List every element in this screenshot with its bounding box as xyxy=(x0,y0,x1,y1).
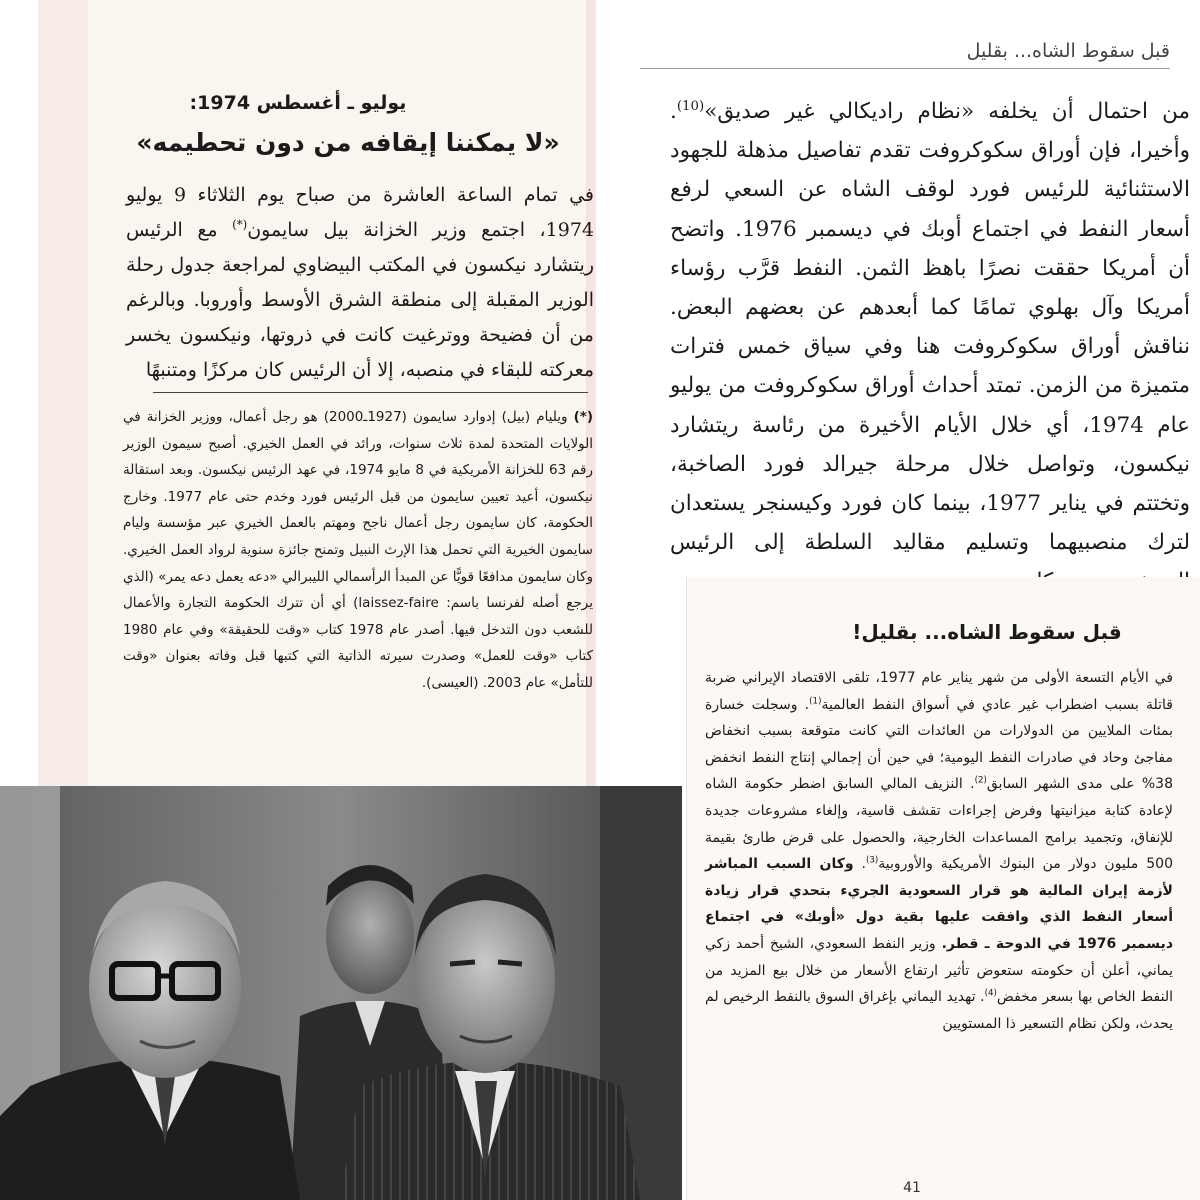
section-kicker: يوليو ـ أغسطس 1974: xyxy=(189,92,407,114)
bold-text-run: وكان السبب المباشر لأزمة إيران المالية هو قرار السعودية الجريء بتحدي قرار زيادة أسعار النفط الذي وافقت عليها بقية دول «أوبك» في اجتماع ديسمبر 1976 في الدوحة ـ قطر. xyxy=(705,856,1173,952)
footnote-reference: (4) xyxy=(984,988,997,999)
footnote-reference: (3) xyxy=(865,855,879,866)
text-run: . xyxy=(853,856,866,873)
chapter-title: قبل سقوط الشاه... بقليل! xyxy=(852,620,1122,644)
footnote-divider xyxy=(153,392,588,393)
footnote-reference: (10) xyxy=(676,98,705,114)
text-run: في الأيام التسعة الأولى من شهر يناير عام 1977، تلقى الاقتصاد الإيراني ضربة قاتلة بسبب اضطراب غير عادي في أسواق النفط العالمية xyxy=(705,670,1174,713)
body-text-rest: . وأخيرا، فإن أوراق سكوكروفت تقدم تفاصيل مذهلة للجهود الاستثنائية للرئيس فورد لوقف الشاه عن السعي لرفع أسعار النفط في اجتماع أوبك في ديسمبر 1976. واتضح أن أمريكا حققت نصرًا باهظ الثمن. النفط قرَّب رؤساء أمريكا وآل بهلوي تمامًا كما أبعدهم عن بعضهم البعض. نناقش أوراق سكوكروفت هنا وفي سياق خمس فترات متميزة من الزمن. تمتد أحداث أوراق سكوكروفت من يوليو عام 1974، أي خلال الأيام الأخيرة من رئاسة ريتشارد نيكسون، وتواصل خلال مرحلة جيرالد فورد الصاخبة، وتختتم في يناير 1977، بينما كان فورد وكيسنجر يستعدان لترك منصبيهما وتسليم مقاليد السلطة إلى الرئيس xyxy=(670,99,1190,556)
photo-two-men xyxy=(0,786,682,1200)
text-run: . النزيف المالي السابق اضطر حكومة الشاه لإعادة كتابة ميزانيتها وفرض إجراءات تقشف قاسية، وإلغاء مشروعات جديدة للإنفاق، وتجميد برامج المساعدات الخارجية، والحصول على قرض طارئ بقيمة 500 مليون دولار من البنوك الأمريكية والأوروبية xyxy=(705,776,1173,873)
footnote xyxy=(123,404,593,697)
footnote-reference: (1) xyxy=(809,695,822,706)
footnote-reference: (*) xyxy=(232,217,248,232)
left-book-page xyxy=(38,0,596,790)
body-text-part-1: في تمام الساعة العاشرة من صباح يوم الثلاثاء 9 يوليو 1974، اجتمع وزير الخزانة بيل سايمون xyxy=(126,184,594,241)
chapter-body-paragraph xyxy=(705,665,1173,1037)
body-text-start: من احتمال أن يخلفه «نظام راديكالي غير صديق» xyxy=(704,99,1190,124)
text-run: . وسجلت خسارة بمئات الملايين من الدولارات من العائدات التي كانت متوقعة بسبب انخفاض مفاجئ وحاد في صادرات النفط اليومية؛ في حين أن إجمالي إنتاج النفط انخفض 38% على مدى الشهر السابق xyxy=(705,696,1173,793)
text-run: وزير النفط السعودي، الشيخ أحمد زكي يماني، أعلن أن حكومته ستعوض تأثير ارتفاع الأسعار من خلال بيع المزيد من النفط الخاص بها بسعر مخفض xyxy=(705,935,1173,1006)
right-book-page xyxy=(620,0,1200,575)
running-header: قبل سقوط الشاه... بقليل xyxy=(640,40,1170,69)
page-margin xyxy=(38,0,88,790)
right-body-paragraph xyxy=(670,92,1190,602)
chapter-opening-page xyxy=(686,577,1200,1200)
left-body-paragraph xyxy=(126,178,594,388)
section-headline: «لا يمكننا إيقافه من دون تحطيمه» xyxy=(136,128,560,157)
photo-illustration xyxy=(0,786,682,1200)
footnote-reference: (2) xyxy=(974,775,987,786)
text-run: . تهديد اليماني بإغراق السوق بالنفط الرخيص لم يحدث، ولكن نظام التسعير ذا المستويين xyxy=(705,989,1173,1032)
footnote-text: ويليام (بيل) إدوارد سايمون (1927ـ2000) هو رجل أعمال، ووزير الخزانة في الولايات المتحدة لمدة ثلاث سنوات، ورائد في العمل الخيري. أصبح سيمون الوزير رقم 63 للخزانة الأمريكية في 8 مايو 1974، في عهد الرئيس نيكسون. وبعد استقالة نيكسون، أعيد تعيين سايمون من قبل الرئيس فورد وخدم حتى عام 1977. وخارج الحكومة، كان سايمون رجل أعمال ناجح ومهتم بالعمل الخيري عبر مؤسسة وليام سايمون الخيرية التي تحمل هذا الإرث النبيل وتمنح جائزة سنوية لرواد العمل الخيري. وكان سايمون مدافعًا قويًّا عن المبدأ الرأسمالي الليبرالي «دعه يعمل دعه يمر» (الذي يرجع أصله لفرنسا باسم: laissez-faire) أي أن تترك الحكومة التجارة والأعمال للشعب دون التدخل فيها. أصدر عام 1978 كتاب «وقت للحقيقة» وفي عام 1980 كتاب «وقت للعمل» وصدرت سيرته الذاتية التي كتبها قبل وفاته بعنوان «وقت للتأمل» عام 2003. (العيسى). xyxy=(123,409,593,691)
page-number: 41 xyxy=(903,1180,921,1196)
body-text-part-2: مع الرئيس ريتشارد نيكسون في المكتب البيضاوي لمراجعة جدول رحلة الوزير المقبلة إلى منطقة الشرق الأوسط وأوروبا. وبالرغم من أن فضيحة ووترغيت كانت في ذروتها، ونيكسون يخسر معركته للبقاء في منصبه، إلا أن الرئيس كان مركزًا ومتنبهًا xyxy=(126,219,594,381)
footnote-marker: (*) xyxy=(573,409,593,425)
